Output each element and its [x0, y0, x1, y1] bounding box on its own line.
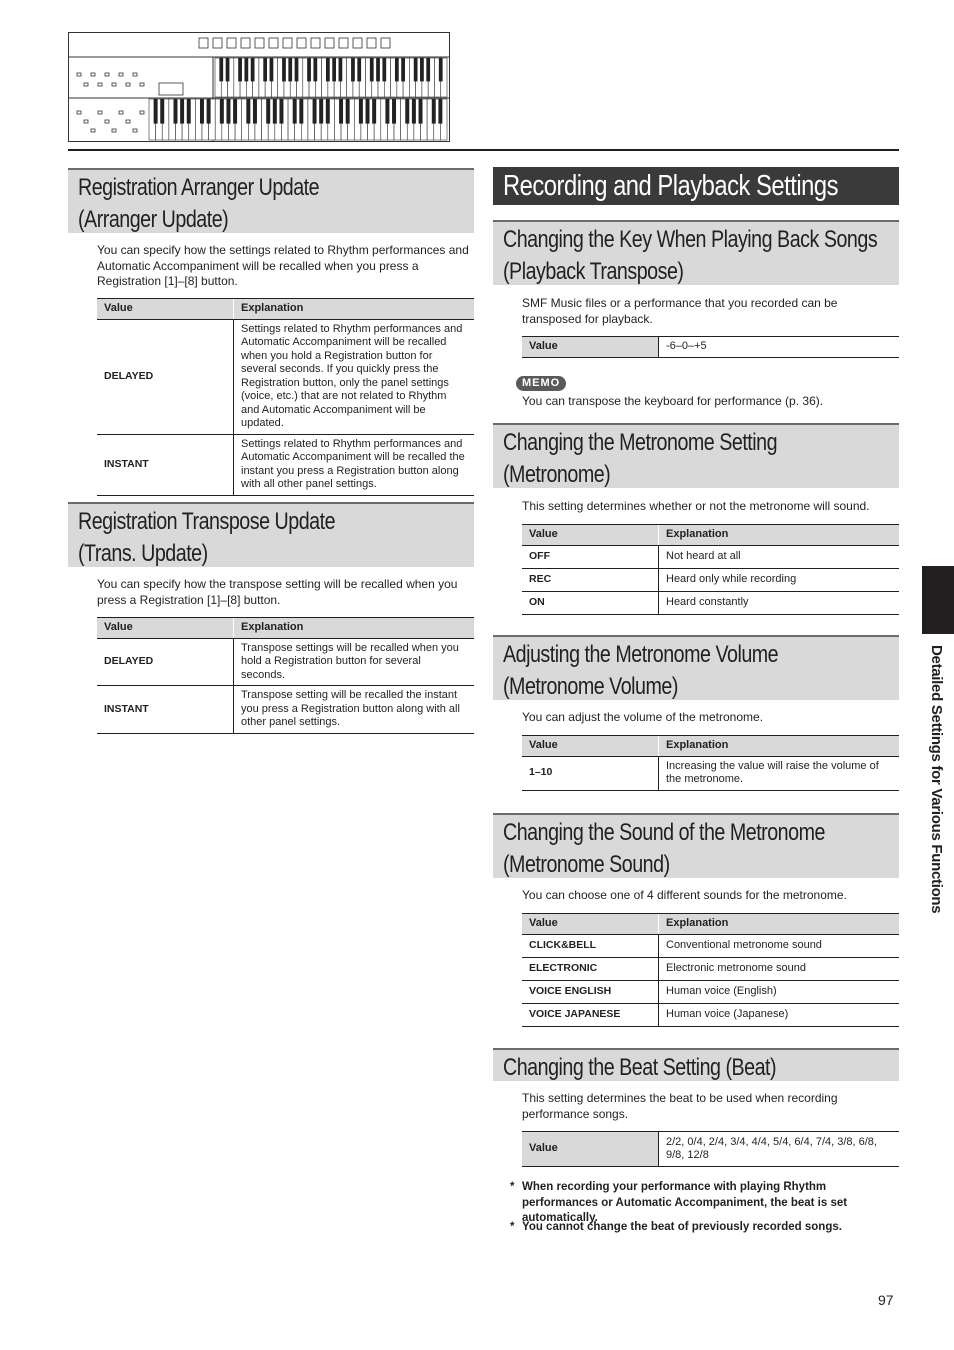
- value-label-cell: Value: [522, 337, 659, 358]
- metronome-sound-intro: You can choose one of 4 different sounds for the metronome.: [522, 888, 847, 902]
- heading-line: (Metronome Sound): [503, 851, 670, 878]
- table-row: [522, 756, 899, 790]
- chapter-label: Detailed Settings for Various Functions: [928, 645, 945, 914]
- heading-line: Adjusting the Metronome Volume: [503, 641, 779, 668]
- heading-line: Registration Arranger Update: [78, 174, 320, 201]
- explanation-cell: Heard only while recording: [659, 568, 900, 591]
- column-header-value: Value: [522, 736, 659, 757]
- playback-transpose-intro: SMF Music files or a performance that you recorded can be transposed for playback.: [522, 296, 838, 326]
- heading-line: Registration Transpose Update: [78, 508, 336, 535]
- value-label-cell: Value: [522, 1132, 659, 1167]
- table-row: [522, 545, 899, 568]
- value-cell: VOICE ENGLISH: [522, 980, 659, 1003]
- beat-note-2: [510, 1220, 899, 1236]
- memo-text: You can transpose the keyboard for performance (p. 36).: [522, 394, 824, 408]
- table-row: [522, 980, 899, 1003]
- value-cell: REC: [522, 568, 659, 591]
- top-rule: [68, 149, 899, 151]
- table-row: [97, 638, 474, 686]
- column-header-explanation: Explanation: [234, 299, 475, 320]
- value-cell: 1–10: [522, 756, 659, 790]
- table-row: [522, 1003, 899, 1026]
- table-row: [522, 568, 899, 591]
- heading-line: (Metronome Volume): [503, 673, 678, 700]
- heading-line: Changing the Sound of the Metronome: [503, 819, 825, 846]
- note-star: *: [510, 1221, 515, 1233]
- heading-line: (Trans. Update): [78, 540, 208, 567]
- explanation-cell: Transpose setting will be recalled the instant you press a Registration button along with all other panel settings.: [234, 686, 475, 734]
- table-row: [522, 957, 899, 980]
- range-cell: -6–0–+5: [659, 337, 900, 358]
- memo-badge: MEMO: [516, 376, 566, 391]
- value-cell: VOICE JAPANESE: [522, 1003, 659, 1026]
- explanation-cell: Conventional metronome sound: [659, 934, 900, 957]
- table-header-row: [522, 525, 899, 546]
- explanation-cell: Increasing the value will raise the volume of the metronome.: [659, 756, 900, 790]
- metronome-sound-table: [522, 913, 899, 1027]
- page-title: [493, 167, 899, 205]
- section-heading-playback-transpose: [493, 220, 899, 285]
- note-star: *: [510, 1181, 515, 1193]
- explanation-cell: Heard constantly: [659, 591, 900, 614]
- heading-line: Changing the Metronome Setting: [503, 429, 778, 456]
- value-cell: CLICK&BELL: [522, 934, 659, 957]
- arranger-update-table: [97, 298, 474, 496]
- section-heading-metronome-volume: [493, 635, 899, 700]
- explanation-cell: Not heard at all: [659, 545, 900, 568]
- value-cell: ON: [522, 591, 659, 614]
- heading-line: (Playback Transpose): [503, 258, 684, 285]
- beat-intro: This setting determines the beat to be used when recording performance songs.: [522, 1091, 838, 1121]
- keyboard-panel-illustration: [68, 32, 450, 142]
- explanation-cell: Human voice (English): [659, 980, 900, 1003]
- section-heading-beat: [493, 1048, 899, 1081]
- value-cell: INSTANT: [97, 434, 234, 495]
- section-heading-transpose-update: [68, 502, 474, 567]
- chapter-tab: [922, 566, 954, 634]
- column-header-explanation: Explanation: [659, 914, 900, 935]
- table-header-row: [522, 736, 899, 757]
- column-header-value: Value: [97, 299, 234, 320]
- table-row: [97, 434, 474, 495]
- column-header-value: Value: [522, 525, 659, 546]
- column-header-value: Value: [522, 914, 659, 935]
- value-cell: DELAYED: [97, 319, 234, 434]
- heading-line: (Metronome): [503, 461, 611, 488]
- playback-transpose-table: [522, 336, 899, 358]
- value-cell: INSTANT: [97, 686, 234, 734]
- column-header-value: Value: [97, 618, 234, 639]
- column-header-explanation: Explanation: [659, 525, 900, 546]
- column-header-explanation: Explanation: [659, 736, 900, 757]
- heading-line: (Arranger Update): [78, 206, 229, 233]
- page-title-text: Recording and Playback Settings: [503, 170, 839, 202]
- table-row: [97, 319, 474, 434]
- arranger-update-intro: You can specify how the settings related to Rhythm performances and Automatic Accompaniment will be recalled when you press a Registration [1]–[8] button.: [97, 243, 469, 288]
- explanation-cell: Transpose settings will be recalled when you hold a Registration button for several seconds.: [234, 638, 475, 686]
- heading-line: Changing the Beat Setting (Beat): [503, 1054, 777, 1081]
- transpose-update-intro: You can specify how the transpose setting will be recalled when you press a Registration [1]–[8] button.: [97, 577, 458, 607]
- column-header-explanation: Explanation: [234, 618, 475, 639]
- explanation-cell: Settings related to Rhythm performances and Automatic Accompaniment will be recalled when you hold a Registration button for several seconds. If you quickly press the Registration button, only the panel settings (voice, etc.) that are not related to Rhythm and Automatic Accompaniment will be updated.: [234, 319, 475, 434]
- value-cell: ELECTRONIC: [522, 957, 659, 980]
- metronome-intro: This setting determines whether or not the metronome will sound.: [522, 499, 870, 513]
- explanation-cell: Human voice (Japanese): [659, 1003, 900, 1026]
- table-header-row: [97, 618, 474, 639]
- explanation-cell: Electronic metronome sound: [659, 957, 900, 980]
- table-header-row: [97, 299, 474, 320]
- table-row: [97, 686, 474, 734]
- table-row: [522, 591, 899, 614]
- metronome-volume-intro: You can adjust the volume of the metronome.: [522, 710, 764, 724]
- beat-table: [522, 1131, 899, 1167]
- metronome-volume-table: [522, 735, 899, 791]
- transpose-update-table: [97, 617, 474, 734]
- note-text: You cannot change the beat of previously recorded songs.: [522, 1221, 842, 1233]
- heading-line: Changing the Key When Playing Back Songs: [503, 226, 878, 253]
- table-header-row: [522, 914, 899, 935]
- section-heading-metronome: [493, 423, 899, 488]
- metronome-table: [522, 524, 899, 615]
- value-cell: OFF: [522, 545, 659, 568]
- table-row: [522, 337, 899, 358]
- note-text: When recording your performance with playing Rhythm performances or Automatic Accompaniment, the beat is set automatically.: [522, 1181, 848, 1224]
- value-cell: DELAYED: [97, 638, 234, 686]
- explanation-cell: Settings related to Rhythm performances and Automatic Accompaniment will be recalled the instant you press a Registration button along with all other panel settings.: [234, 434, 475, 495]
- table-row: [522, 1132, 899, 1167]
- section-heading-arranger-update: [68, 168, 474, 233]
- section-heading-metronome-sound: [493, 813, 899, 878]
- organ-diagram-icon: [69, 33, 449, 141]
- table-row: [522, 934, 899, 957]
- beat-values-cell: 2/2, 0/4, 2/4, 3/4, 4/4, 5/4, 6/4, 7/4, 3/8, 6/8, 9/8, 12/8: [659, 1132, 900, 1167]
- page-number: 97: [878, 1292, 894, 1308]
